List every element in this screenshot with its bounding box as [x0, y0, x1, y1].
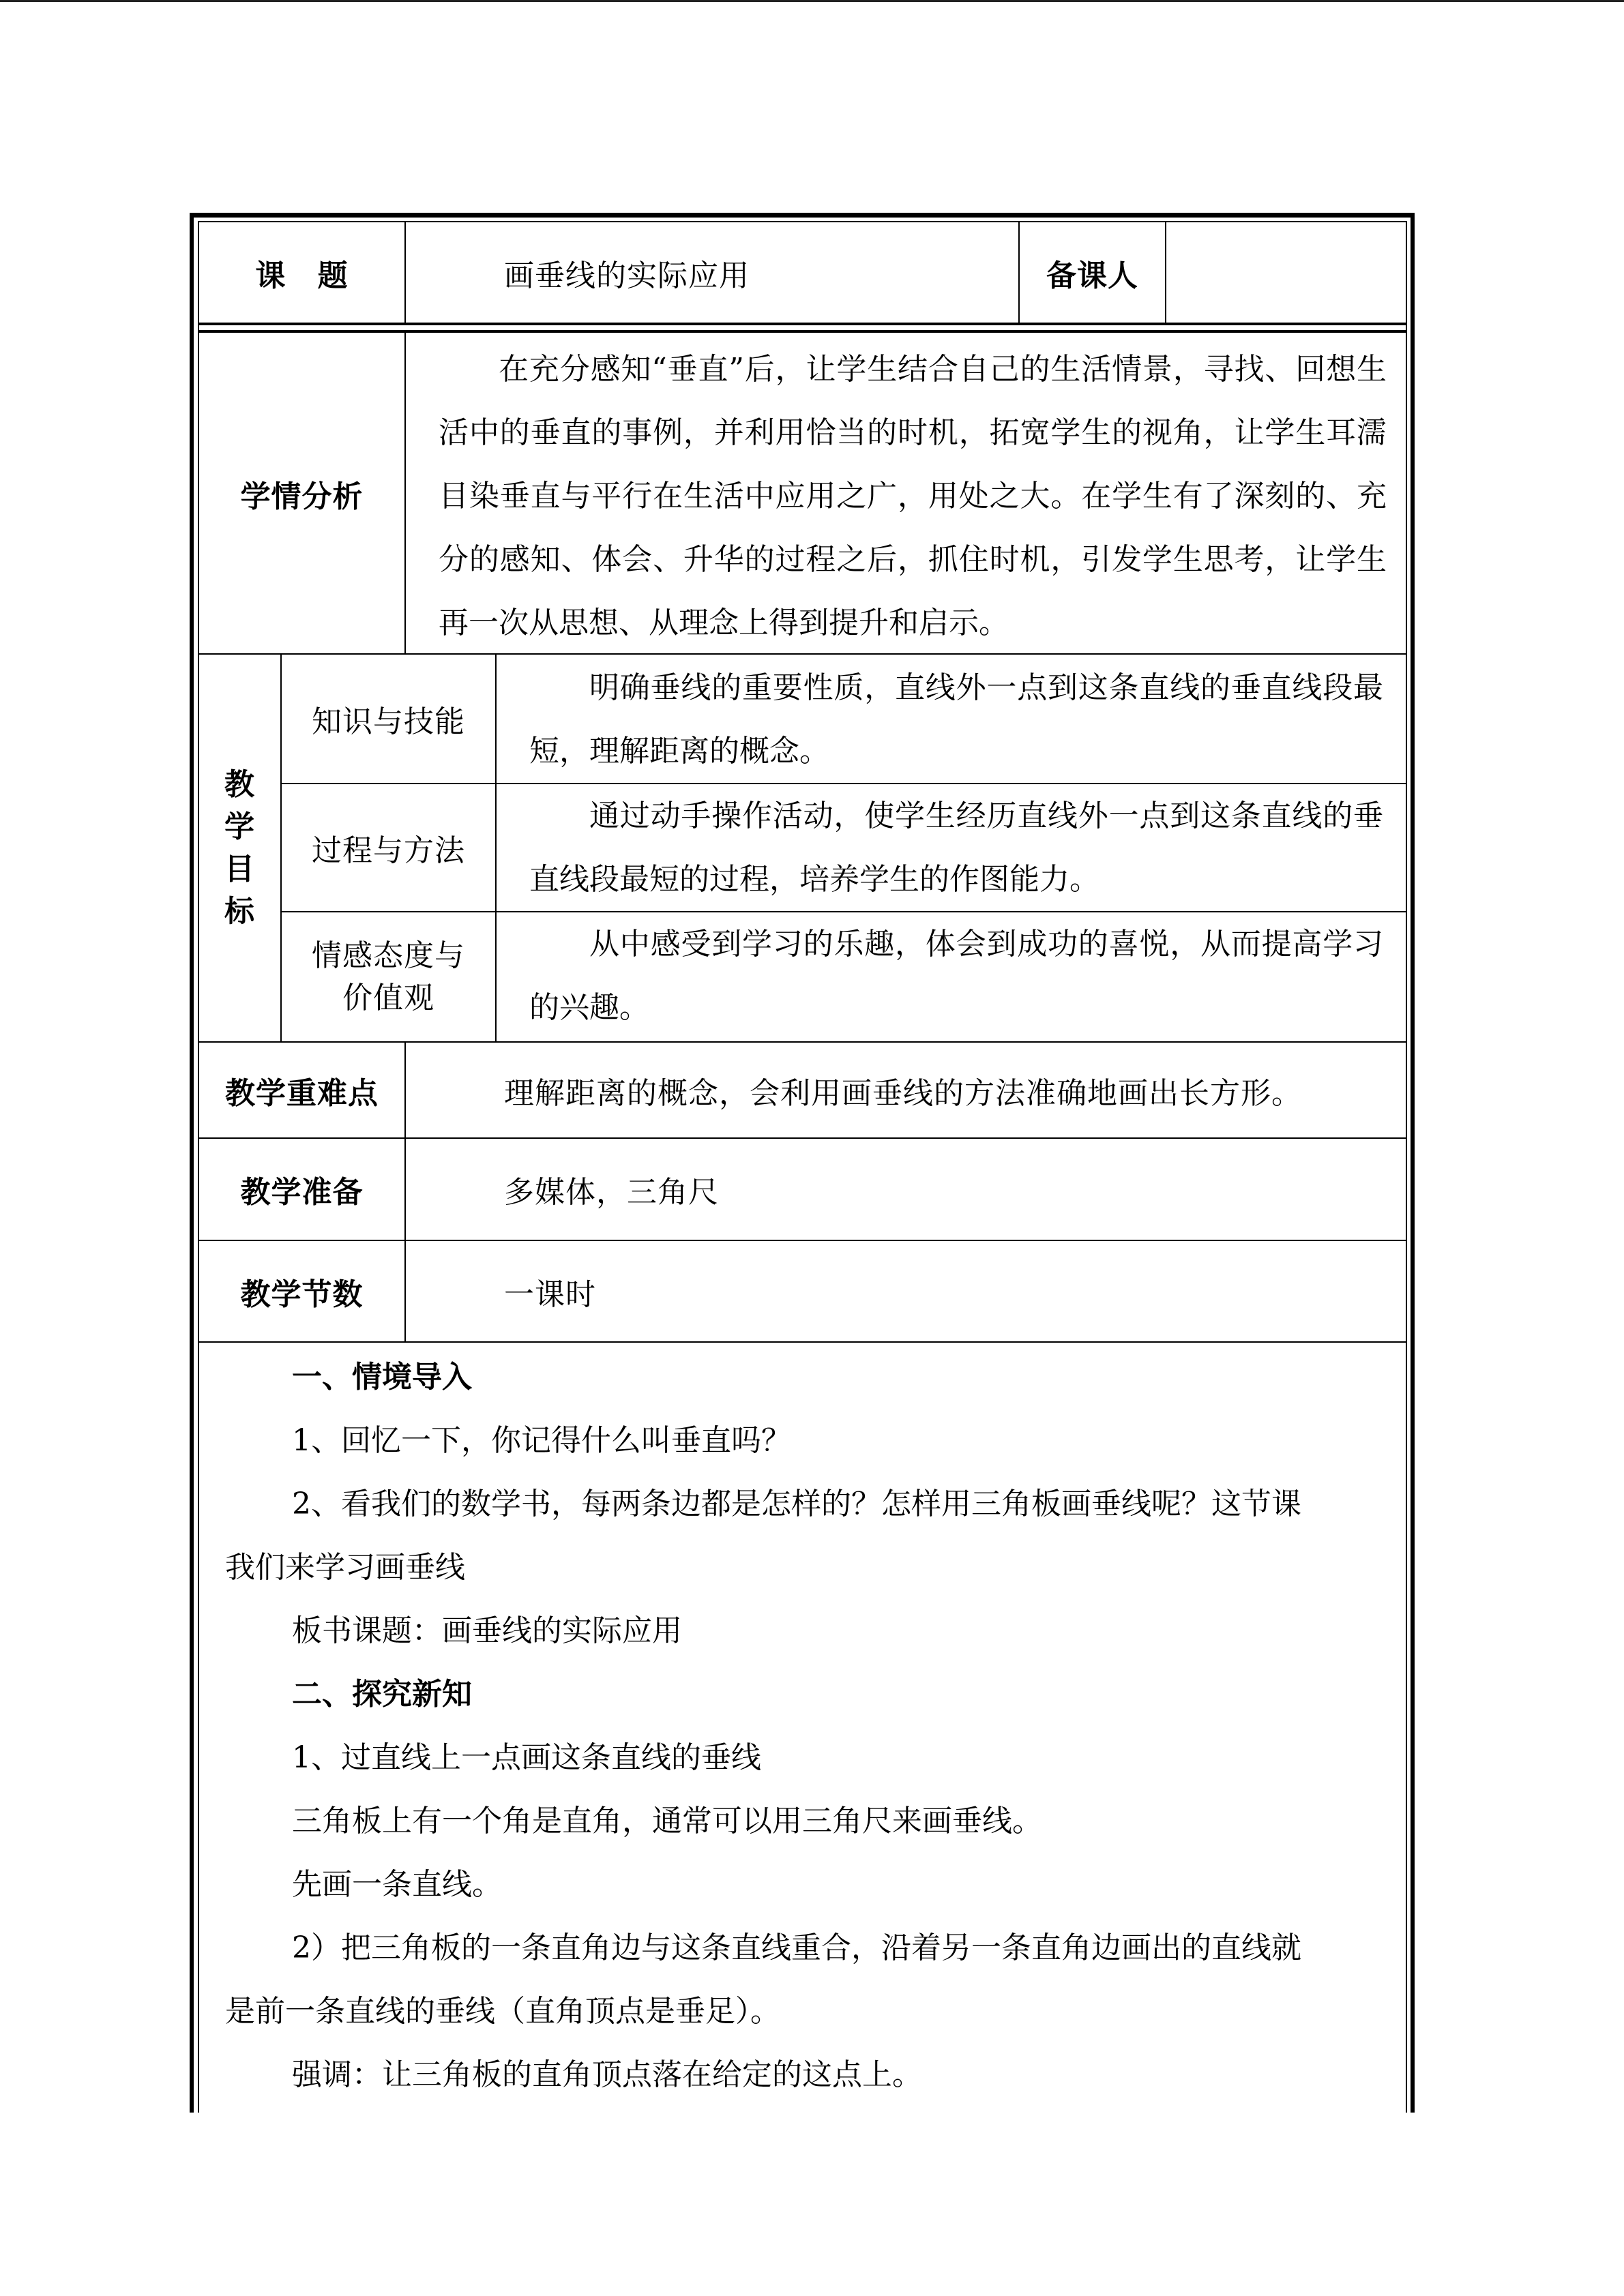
- objective-emotion-label: [282, 912, 495, 1041]
- section-2-title: 二、探究新知: [292, 1677, 472, 1712]
- objective-emotion-text: 从中感受到学习的乐趣，体会到成功的喜悦，从而提高学习的兴趣。: [529, 927, 1383, 1025]
- key-points-text: 理解距离的概念，会利用画垂线的方法准确地画出长方形。: [504, 1075, 1302, 1111]
- objective-knowledge-label: 知识与技能: [312, 704, 465, 739]
- objective-knowledge-text: 明确垂线的重要性质，直线外一点到这条直线的垂直线段最短，理解距离的概念。: [529, 670, 1383, 769]
- topic-label: 课 题: [255, 258, 349, 293]
- analysis-text: 在充分感知“垂直”后，让学生结合自己的生活情景，寻找、回想生活中的垂直的事例，并利用恰当的时机，拓宽学生的视角，让学生耳濡目染垂直与平行在生活中应用之广，用处之大。在学生有了深刻的、充分的感知、体会、升华的过程之后，抓住时机，引发学生思考，让学生再一次从思想、从理念上得到提升和启示。: [439, 352, 1387, 640]
- objective-emotion-label-line2: 价值观: [342, 980, 434, 1015]
- section-1-board-title: 板书课题：画垂线的实际应用: [292, 1613, 682, 1648]
- objectives-vline-2: [495, 655, 497, 1041]
- section-2-emphasis: 强调：让三角板的直角顶点落在给定的这点上。: [292, 2057, 922, 2092]
- objectives-label-char-4: 标: [224, 893, 255, 929]
- objectives-label: [199, 655, 280, 1041]
- section-2-item-2: 三角板上有一个角是直角，通常可以用三角尺来画垂线。: [292, 1804, 1042, 1838]
- preparation-label: 教学准备: [240, 1175, 364, 1210]
- section-1-title: 一、情境导入: [292, 1360, 472, 1395]
- periods-text: 一课时: [504, 1277, 596, 1312]
- objectives-label-char-3: 目: [224, 851, 255, 886]
- page-top-border: [0, 0, 1624, 2]
- objective-process-label: 过程与方法: [312, 833, 465, 868]
- preparer-label: 备课人: [1046, 258, 1138, 293]
- periods-label: 教学节数: [240, 1277, 364, 1312]
- analysis-vline: [404, 333, 406, 655]
- objective-emotion-label-line1: 情感态度与: [312, 938, 465, 973]
- periods-bottom-line: [198, 1341, 1407, 1343]
- topic-value: 画垂线的实际应用: [504, 258, 750, 293]
- objective-process-text: 通过动手操作活动，使学生经历直线外一点到这条直线的垂直线段最短的过程，培养学生的作图能力。: [529, 799, 1383, 897]
- section-1-item-2-line2: 我们来学习画垂线: [225, 1550, 465, 1585]
- objectives-label-char-1: 教: [224, 766, 255, 802]
- header-separator-1: [198, 323, 1407, 325]
- objectives-label-char-2: 学: [224, 809, 255, 844]
- section-2-item-4-line2: 是前一条直线的垂线（直角顶点是垂足）。: [225, 1994, 780, 2029]
- key-points-label: 教学重难点: [225, 1075, 379, 1111]
- section-2-item-3: 先画一条直线。: [292, 1867, 502, 1902]
- section-1-item-2-line1: 2、看我们的数学书，每两条边都是怎样的？怎样用三角板画垂线呢？这节课: [292, 1487, 1301, 1521]
- section-1-item-1: 1、回忆一下，你记得什么叫垂直吗？: [292, 1423, 791, 1458]
- analysis-label: 学情分析: [240, 479, 364, 514]
- section-2-item-1: 1、过直线上一点画这条直线的垂线: [292, 1740, 761, 1775]
- preparer-value: [1166, 222, 1406, 323]
- section-2-item-4-line1: 2）把三角板的一条直角边与这条直线重合，沿着另一条直角边画出的直线就: [292, 1930, 1301, 1965]
- preparation-text: 多媒体，三角尺: [504, 1175, 719, 1210]
